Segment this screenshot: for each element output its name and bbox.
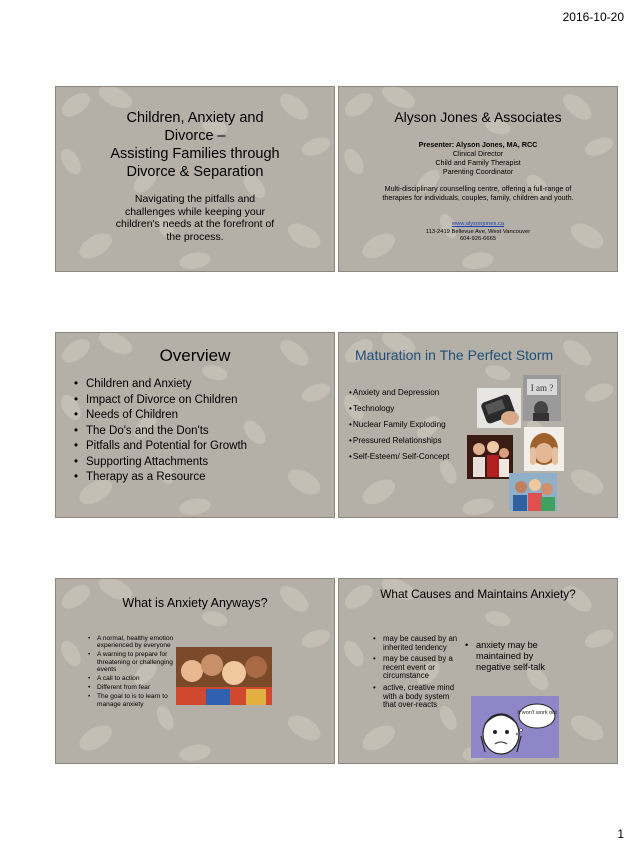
list-item: • anxiety may be maintained by negative self-talk: [465, 640, 547, 674]
list-item: • Nuclear Family Exploding: [349, 420, 467, 430]
list-item: • Different from fear: [88, 684, 178, 691]
slide-maturation: [338, 332, 618, 518]
causes-list: [373, 635, 463, 713]
slide-what-is-anxiety: [55, 578, 335, 764]
contact-info: [339, 221, 617, 244]
slide-6-title: What Causes and Maintains Anxiety?: [380, 587, 576, 601]
slide-3-title: Overview: [159, 346, 231, 365]
list-item: • active, creative mind with a body system that over-reacts: [373, 684, 463, 710]
svg-text:It won't work out: It won't work out: [517, 710, 557, 716]
list-item: • Pitfalls and Potential for Growth: [74, 439, 247, 455]
maturation-list: [349, 388, 467, 468]
list-item: • Anxiety and Depression: [349, 388, 467, 398]
list-item: • Impact of Divorce on Children: [74, 393, 247, 409]
list-item: • A normal, healthy emotion experienced by everyone: [88, 635, 178, 649]
group-photo: [467, 435, 513, 479]
list-item: • A warning to prepare for threatening or challenging events: [88, 651, 178, 673]
slide-causes: [338, 578, 618, 764]
children-photo: [176, 647, 272, 705]
phone-photo: [477, 388, 521, 428]
address: 113-2419 Bellevue Ave, West Vancouver: [425, 228, 531, 235]
maintains-list: [465, 640, 547, 674]
phone: 604-926-6665: [459, 236, 497, 242]
presenter-block: [349, 140, 607, 176]
slide-2-title: Alyson Jones & Associates: [394, 109, 562, 125]
list-item: • The goal to is to learn to manage anxiety: [88, 693, 178, 707]
list-item: • Needs of Children: [74, 408, 247, 424]
list-item: • The Do's and the Don'ts: [74, 424, 247, 440]
presenter-name: Presenter: Alyson Jones, MA, RCC: [418, 140, 538, 149]
slide-5-title: What is Anxiety Anyways?: [122, 596, 268, 610]
slide-title: [55, 86, 335, 272]
website-link[interactable]: www.alysonjones.ca: [451, 221, 505, 227]
slide-4-title: Maturation in The Perfect Storm: [355, 347, 554, 363]
slide-1-subtitle: Navigating the pitfalls and challenges while keeping your children's needs at the forefront of the process.: [115, 193, 275, 243]
anxiety-definition-list: [88, 635, 178, 710]
list-item: • may be caused by an inherited tendency: [373, 635, 463, 652]
list-item: • Therapy as a Resource: [74, 470, 247, 486]
page-date: 2016-10-20: [562, 10, 624, 24]
presenter-role: Clinical Director: [452, 149, 504, 158]
slide-overview: [55, 332, 335, 518]
centre-description: Multi-disciplinary counselling centre, offering a full-range of therapies for individuals, couples, family, children and youth.: [382, 184, 574, 202]
presenter-role: Child and Family Therapist: [435, 158, 521, 167]
kids-photo: [509, 473, 557, 511]
question-mark-photo: [523, 375, 561, 421]
slide-presenter: [338, 86, 618, 272]
list-item: • Children and Anxiety: [74, 377, 247, 393]
slide-1-title: Children, Anxiety and Divorce – Assisting Families through Divorce & Separation: [110, 110, 280, 180]
overview-list: [74, 377, 247, 486]
list-item: • Technology: [349, 404, 467, 414]
distressed-photo: [524, 427, 564, 471]
list-item: • Pressured Relationships: [349, 436, 467, 446]
page-number: 1: [617, 827, 624, 841]
cartoon-image: [471, 696, 559, 758]
list-item: • Self-Esteem/ Self-Concept: [349, 452, 467, 462]
list-item: • A call to action: [88, 675, 178, 682]
list-item: • Supporting Attachments: [74, 455, 247, 471]
svg-text:I am ?: I am ?: [530, 383, 554, 393]
presenter-role: Parenting Coordinator: [442, 167, 514, 176]
list-item: • may be caused by a recent event or circumstance: [373, 655, 463, 681]
